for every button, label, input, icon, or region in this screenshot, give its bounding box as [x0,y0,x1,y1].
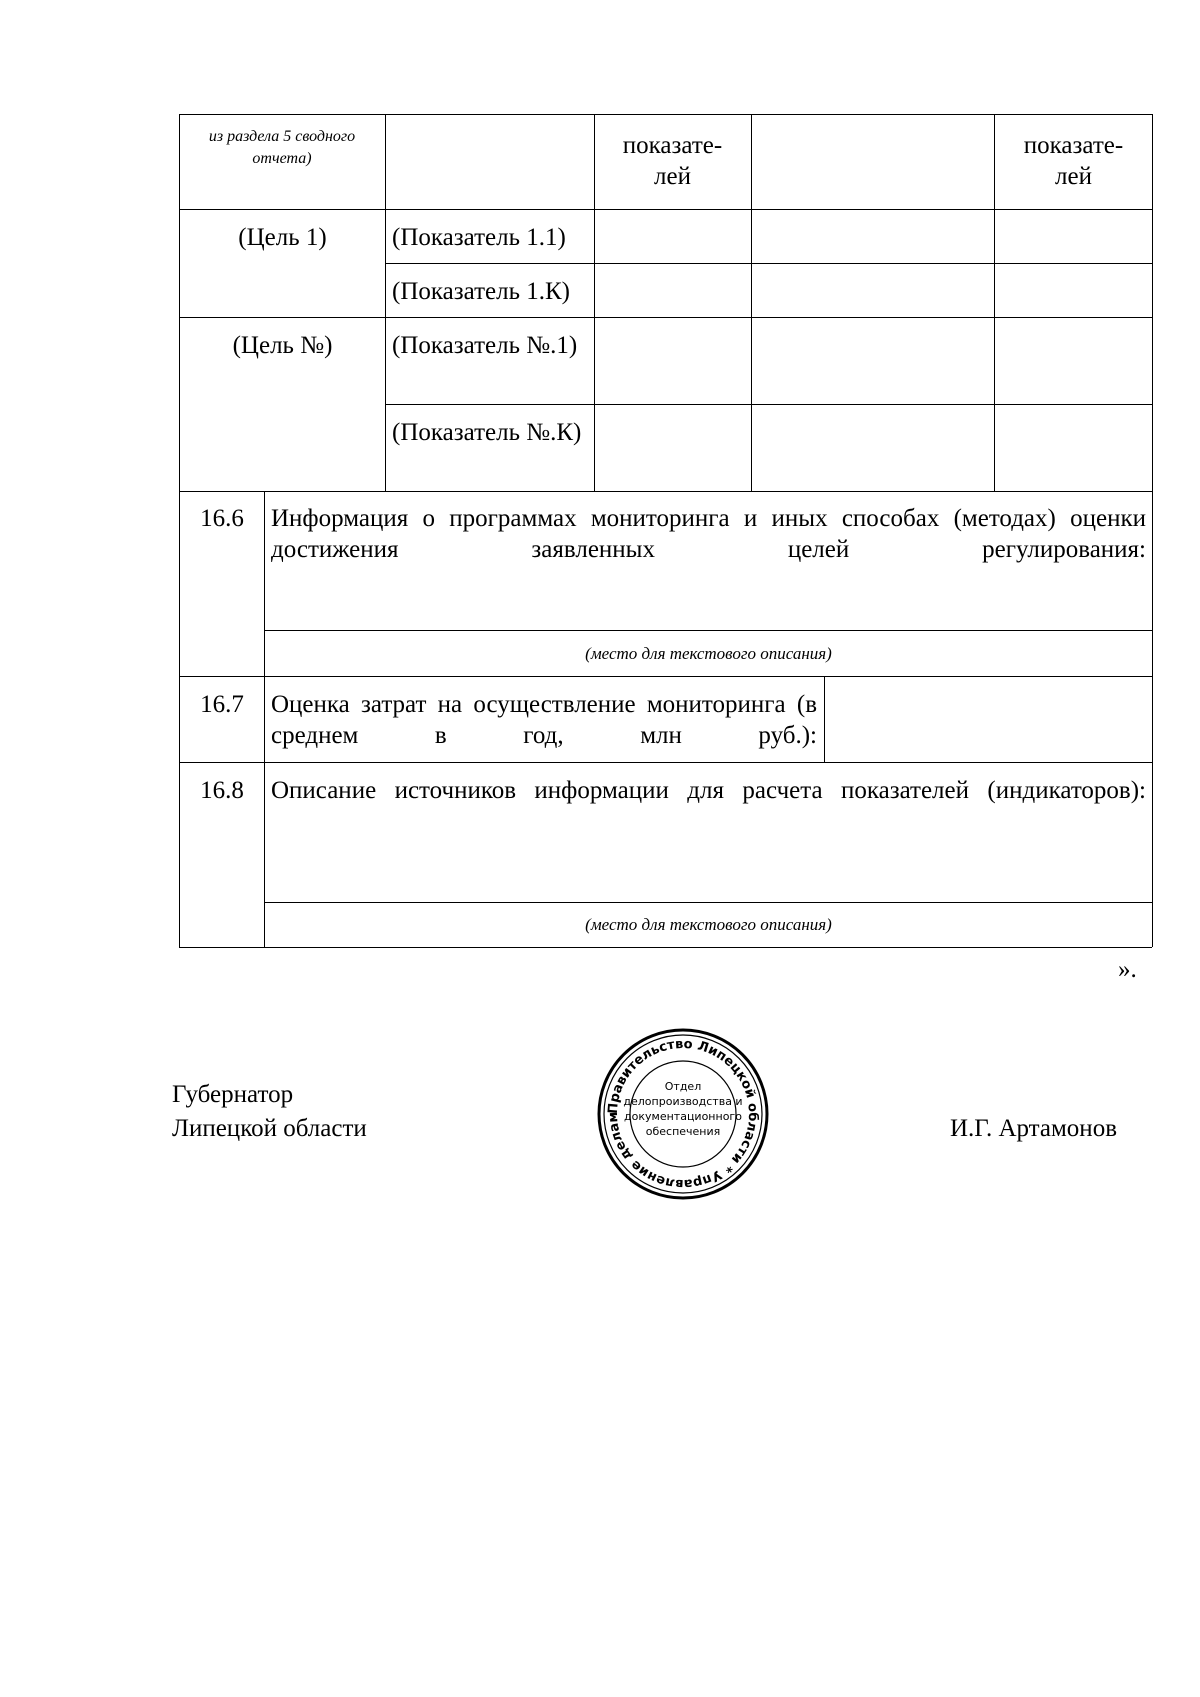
goal-1-indicator-k: (Показатель 1.К) [392,278,570,305]
row-16-8-placeholder-note: (место для текстового описания) [585,915,832,934]
closing-quote: ». [1118,956,1137,983]
row-16-6-number: 16.6 [200,505,244,532]
svg-text:Правительство Липецкой области: Правительство Липецкой области * Управление делам [605,1036,761,1192]
svg-text:Отделделопроизводства идокумен: Отдел делопроизводства и документационного обеспечения [623,1080,743,1138]
goal-n-indicator-1: (Показатель №.1) [392,332,578,359]
row-16-6-text: Информация о программах мониторинга и иных способах (методах) оценки достижения заявленных целей регулирования: [271,505,1146,563]
header-col1-note: из раздела 5 сводного отчета) [208,128,356,167]
goal-n-label: (Цель №) [232,332,333,359]
goal-1-label: (Цель 1) [238,224,327,251]
goal-n-indicator-k: (Показатель №.К) [392,419,582,446]
header-col5-label: показате- лей [1023,132,1124,190]
header-col3-label: показате- лей [622,132,723,190]
signatory-position-line-2: Липецкой области [172,1115,367,1142]
signatory-name: И.Г. Артамонов [950,1115,1117,1142]
row-16-8-text: Описание источников информации для расчета показателей (индикаторов): [271,777,1146,804]
row-16-7-number: 16.7 [200,691,244,718]
goal-1-indicator-1: (Показатель 1.1) [392,224,566,251]
official-stamp [596,1027,770,1201]
signatory-position-line-1: Губернатор [172,1081,294,1108]
row-16-6-placeholder-note: (место для текстового описания) [585,644,832,663]
row-16-8-number: 16.8 [200,777,244,804]
row-16-7-text: Оценка затрат на осуществление мониторинга (в среднем в год, млн руб.): [271,691,817,749]
